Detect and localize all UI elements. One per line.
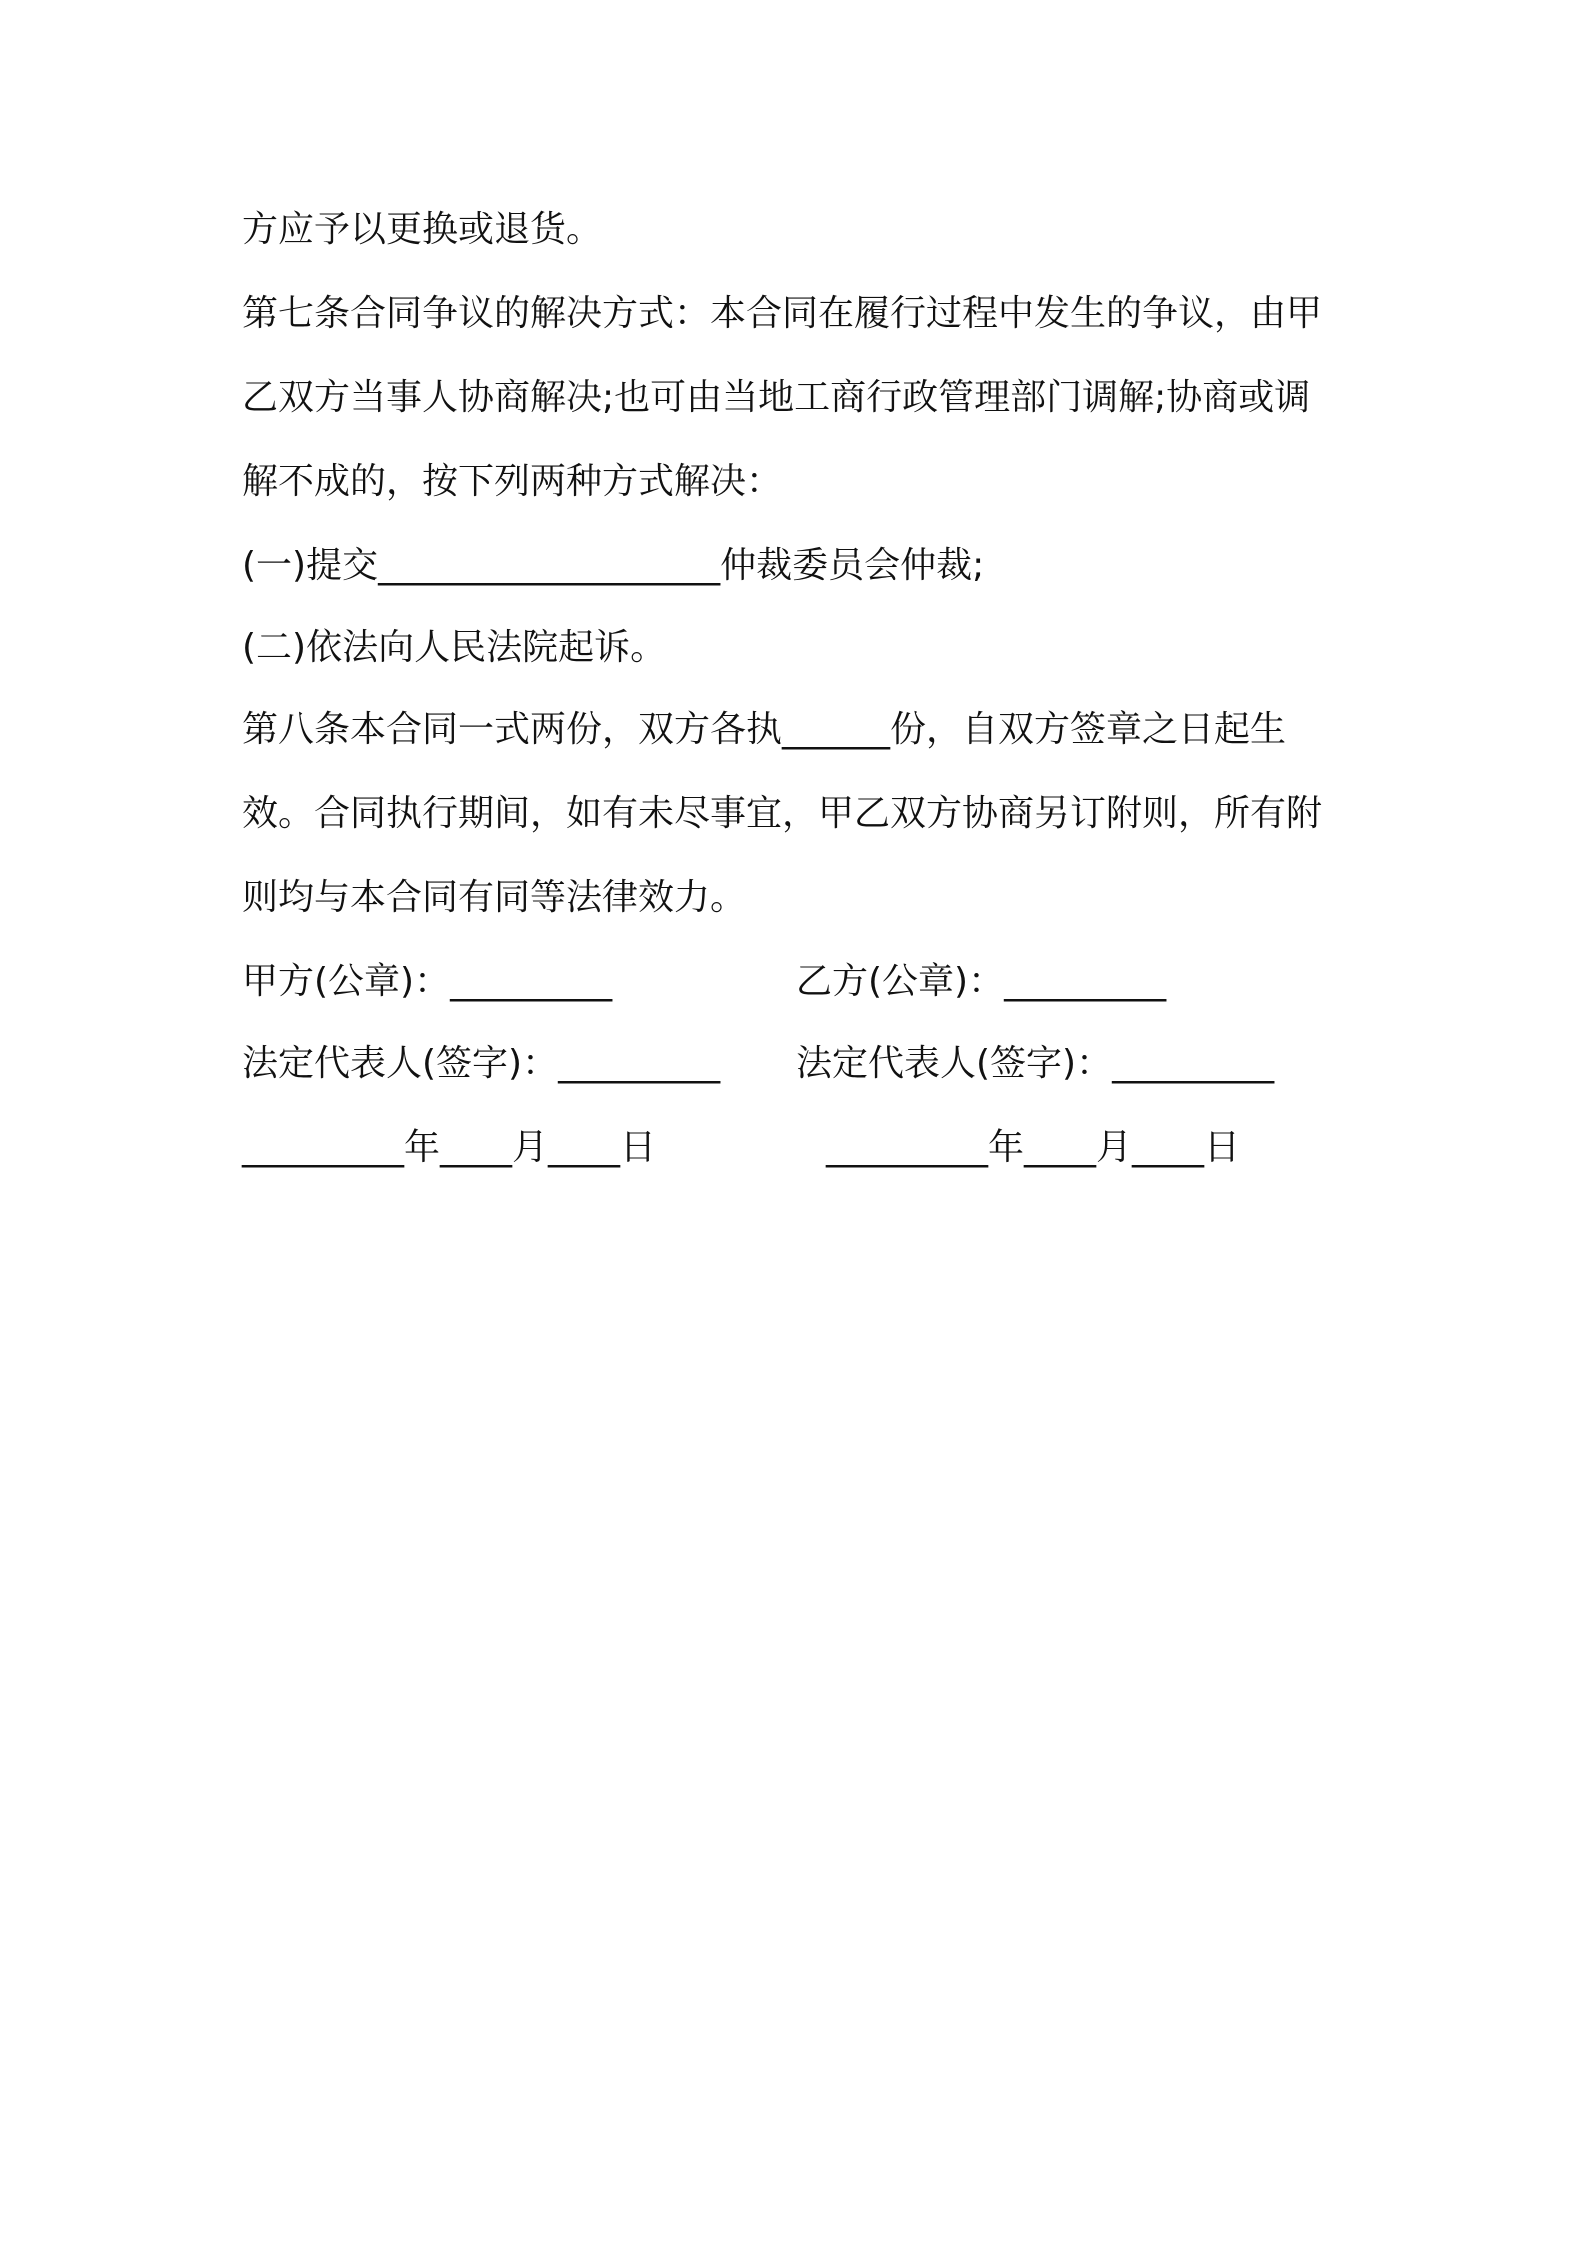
paragraph-line: 则均与本合同有同等法律效力。: [242, 877, 747, 918]
party-a-date-line: _________年____月____日: [242, 1127, 656, 1168]
party-b-seal-line: 乙方(公章)：_________: [796, 961, 1167, 1002]
paragraph-line: 第八条本合同一式两份，双方各执______份，自双方签章之日起生: [242, 709, 1287, 750]
party-b-date-line: _________年____月____日: [826, 1127, 1240, 1168]
party-a-representative-line: 法定代表人(签字)：_________: [242, 1043, 721, 1084]
paragraph-line: 解不成的，按下列两种方式解决：: [242, 461, 783, 502]
paragraph-line: (二)依法向人民法院起诉。: [242, 627, 667, 668]
paragraph-line: 方应予以更换或退货。: [242, 209, 603, 250]
party-a-seal-line: 甲方(公章)：_________: [242, 961, 613, 1002]
paragraph-line: 效。合同执行期间，如有未尽事宜，甲乙双方协商另订附则，所有附: [242, 793, 1323, 834]
paragraph-line: 乙双方当事人协商解决;也可由当地工商行政管理部门调解;协商或调: [242, 377, 1311, 418]
paragraph-line: (一)提交___________________仲裁委员会仲裁;: [242, 545, 985, 586]
paragraph-line: 第七条合同争议的解决方式：本合同在履行过程中发生的争议，由甲: [242, 293, 1323, 334]
party-b-representative-line: 法定代表人(签字)：_________: [796, 1043, 1275, 1084]
